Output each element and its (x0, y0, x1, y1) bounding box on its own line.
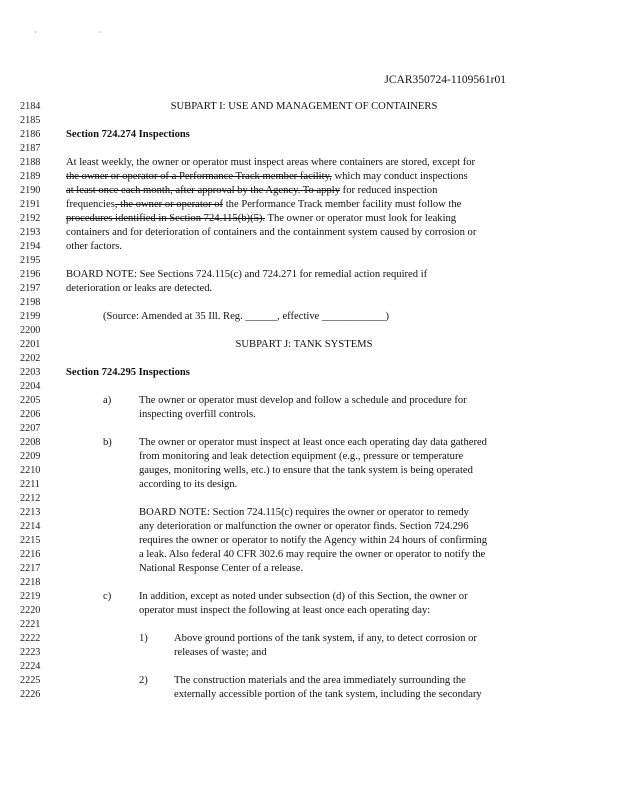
line-number: 2205 (20, 395, 41, 406)
line-number: 2202 (20, 353, 41, 364)
line-number: 2203 (20, 367, 41, 378)
para-line: At least weekly, the owner or operator must inspect areas where containers are stored, except for (66, 157, 476, 168)
subsection-a-line: inspecting overfill controls. (139, 409, 256, 420)
para-line: the owner or operator of a Performance Track member facility, which may conduct inspections (66, 171, 468, 182)
line-number: 2222 (20, 633, 41, 644)
subpart-j-heading: SUBPART J: TANK SYSTEMS (235, 339, 373, 350)
line-number: 2199 (20, 311, 41, 322)
line-number: 2208 (20, 437, 41, 448)
line-number: 2196 (20, 269, 41, 280)
subsection-a-line: The owner or operator must develop and follow a schedule and procedure for (139, 395, 467, 406)
line-number: 2190 (20, 185, 41, 196)
para-line: containers and for deterioration of containers and the containment system caused by corrosion or (66, 227, 477, 238)
line-number: 2184 (20, 101, 41, 112)
line-number: 2210 (20, 465, 41, 476)
board-note-line: a leak. Also federal 40 CFR 302.6 may require the owner or operator to notify the (139, 549, 486, 560)
line-number: 2207 (20, 423, 41, 434)
item-label-2: 2) (139, 675, 148, 686)
subsection-b-line: The owner or operator must inspect at least once each operating day data gathered (139, 437, 487, 448)
struck-text: , the owner or operator of (114, 199, 224, 210)
board-note-line: National Response Center of a release. (139, 563, 304, 574)
subsection-label-a: a) (103, 395, 112, 406)
line-number: 2188 (20, 157, 41, 168)
board-note-line: requires the owner or operator to notify the Agency within 24 hours of confirming (139, 535, 488, 546)
subsection-b-line: according to its design. (139, 479, 238, 490)
subsection-c-line: operator must inspect the following at least once each operating day: (139, 605, 431, 616)
board-note-line: deterioration or leaks are detected. (66, 283, 213, 294)
line-number: 2185 (20, 115, 41, 126)
line-number: 2206 (20, 409, 41, 420)
struck-text: procedures identified in Section 724.115(b)(5). (66, 213, 266, 224)
line-number: 2219 (20, 591, 41, 602)
section-724-274-title: Section 724.274 Inspections (66, 129, 190, 140)
line-number: 2216 (20, 549, 41, 560)
para-line: procedures identified in Section 724.115(b)(5). The owner or operator must look for leaking (66, 213, 457, 224)
line-number: 2186 (20, 129, 41, 140)
document-id: JCAR350724-1109561r01 (384, 74, 506, 86)
subsection-label-b: b) (103, 437, 112, 448)
board-note-line: BOARD NOTE: See Sections 724.115(c) and 724.271 for remedial action required if (66, 269, 428, 280)
item-2-line: externally accessible portion of the tank system, including the secondary (174, 689, 482, 700)
line-number: 2221 (20, 619, 41, 630)
line-number: 2215 (20, 535, 41, 546)
para-line: at least once each month, after approval by the Agency. To apply for reduced inspection (66, 185, 438, 196)
line-number: 2200 (20, 325, 41, 336)
item-1-line: releases of waste; and (174, 647, 267, 658)
source-note: (Source: Amended at 35 Ill. Reg. ______, effective ____________) (103, 311, 390, 322)
item-2-line: The construction materials and the area immediately surrounding the (174, 675, 466, 686)
line-number: 2211 (20, 479, 40, 490)
line-number: 2187 (20, 143, 41, 154)
page-marks: · · (34, 28, 132, 37)
line-number: 2224 (20, 661, 41, 672)
struck-text: at least once each month, after approval by the Agency. To apply (66, 185, 341, 196)
line-number: 2189 (20, 171, 41, 182)
line-number: 2218 (20, 577, 41, 588)
line-number: 2198 (20, 297, 41, 308)
line-number: 2193 (20, 227, 41, 238)
para-line: frequencies, the owner or operator of the Performance Track member facility must follow the (66, 199, 462, 210)
line-number: 2214 (20, 521, 41, 532)
line-number: 2191 (20, 199, 41, 210)
item-label-1: 1) (139, 633, 148, 644)
line-number: 2220 (20, 605, 41, 616)
line-number: 2204 (20, 381, 41, 392)
subpart-i-heading: SUBPART I: USE AND MANAGEMENT OF CONTAINERS (170, 101, 438, 112)
line-number: 2209 (20, 451, 41, 462)
subsection-b-line: gauges, monitoring wells, etc.) to ensure that the tank system is being operated (139, 465, 473, 476)
line-number: 2201 (20, 339, 41, 350)
line-number: 2217 (20, 563, 41, 574)
subsection-b-line: from monitoring and leak detection equipment (e.g., pressure or temperature (139, 451, 464, 462)
subsection-c-line: In addition, except as noted under subsection (d) of this Section, the owner or (139, 591, 468, 602)
line-number: 2195 (20, 255, 41, 266)
board-note-line: BOARD NOTE: Section 724.115(c) requires the owner or operator to remedy (139, 507, 469, 518)
section-724-295-title: Section 724.295 Inspections (66, 367, 190, 378)
line-number: 2213 (20, 507, 41, 518)
line-number: 2197 (20, 283, 41, 294)
item-1-line: Above ground portions of the tank system, if any, to detect corrosion or (174, 633, 477, 644)
subsection-label-c: c) (103, 591, 112, 602)
struck-text: the owner or operator of a Performance Track member facility, (66, 171, 332, 182)
line-number: 2226 (20, 689, 41, 700)
board-note-line: any deterioration or malfunction the owner or operator finds. Section 724.296 (139, 521, 469, 532)
para-line: other factors. (66, 241, 122, 252)
line-number: 2192 (20, 213, 41, 224)
line-number: 2212 (20, 493, 41, 504)
line-number: 2225 (20, 675, 41, 686)
line-number: 2194 (20, 241, 41, 252)
line-number: 2223 (20, 647, 41, 658)
